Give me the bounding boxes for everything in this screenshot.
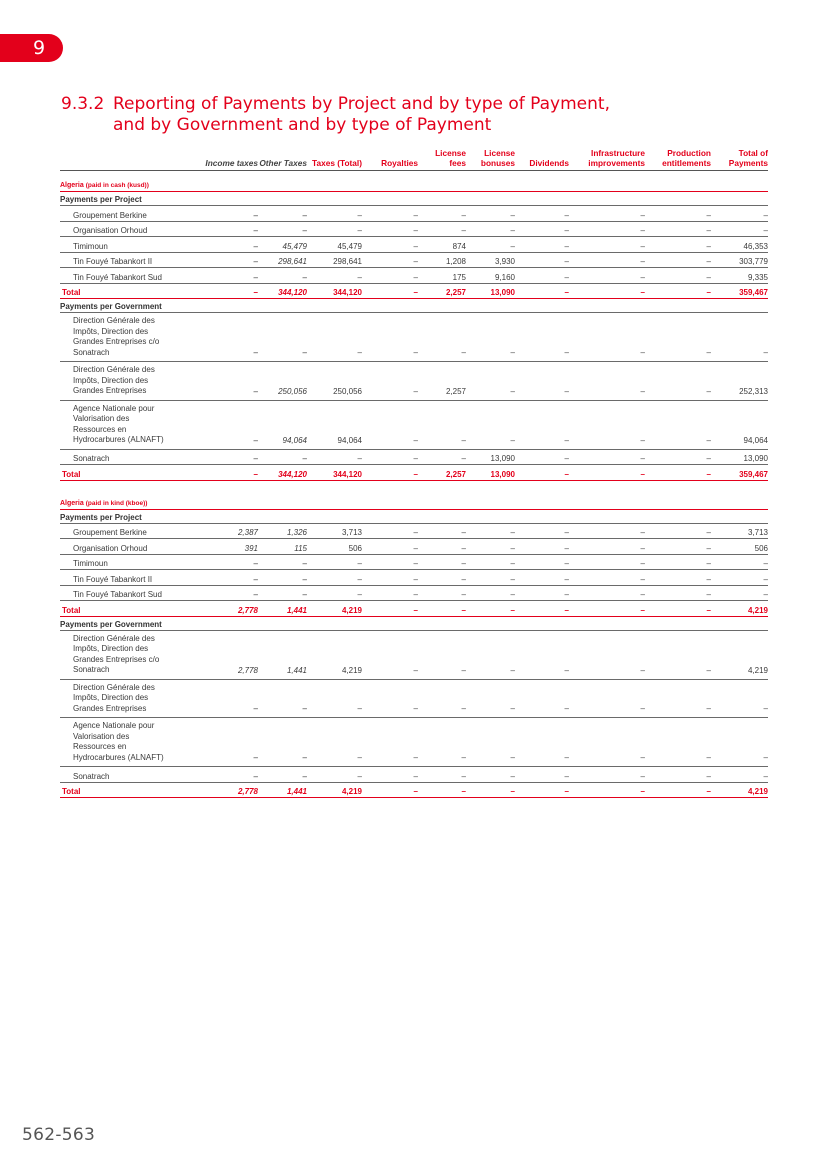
cell-value: 9,160 — [466, 268, 515, 284]
cell-value: 2,778 — [202, 782, 258, 798]
cell-value: – — [645, 252, 711, 268]
group-header-government — [60, 616, 768, 630]
cell-value: – — [307, 268, 362, 284]
cell-value: – — [645, 283, 711, 299]
cell-value: 4,219 — [711, 630, 768, 679]
cell-value: 3,930 — [466, 252, 515, 268]
cell-value: – — [202, 465, 258, 481]
cell-value: – — [418, 449, 466, 465]
cell-value: – — [418, 206, 466, 222]
cell-value: – — [418, 585, 466, 601]
cell-value: 115 — [258, 539, 307, 555]
cell-value: – — [202, 206, 258, 222]
cell-value: – — [515, 449, 569, 465]
section-heading — [60, 171, 768, 192]
cell-value: – — [418, 601, 466, 617]
section-spacer — [60, 480, 768, 489]
table-row — [60, 313, 768, 362]
cell-value: – — [418, 400, 466, 449]
cell-value: 344,120 — [258, 283, 307, 299]
table-row — [60, 449, 768, 465]
cell-value: – — [515, 313, 569, 362]
group-header-project — [60, 192, 768, 206]
row-label: Timimoun — [60, 237, 202, 253]
cell-value: 3,713 — [307, 523, 362, 539]
cell-value: – — [569, 449, 645, 465]
cell-value: 2,257 — [418, 465, 466, 481]
cell-value: – — [569, 539, 645, 555]
cell-value: – — [362, 718, 418, 767]
table-row — [60, 252, 768, 268]
cell-value: – — [645, 237, 711, 253]
cell-value: – — [418, 718, 466, 767]
cell-value: – — [569, 718, 645, 767]
cell-value: – — [645, 268, 711, 284]
cell-value: – — [202, 362, 258, 401]
cell-value: – — [645, 539, 711, 555]
cell-value: – — [645, 630, 711, 679]
cell-value: – — [258, 206, 307, 222]
cell-value: – — [569, 283, 645, 299]
cell-value: – — [362, 767, 418, 783]
cell-value: – — [307, 554, 362, 570]
cell-value: – — [645, 718, 711, 767]
cell-value: 2,257 — [418, 362, 466, 401]
cell-value: 298,641 — [307, 252, 362, 268]
row-label: Total — [60, 283, 202, 299]
cell-value: – — [362, 630, 418, 679]
cell-value: 2,778 — [202, 601, 258, 617]
cell-value: – — [569, 400, 645, 449]
row-label: Groupement Berkine — [60, 206, 202, 222]
cell-value: – — [466, 782, 515, 798]
cell-value: – — [569, 252, 645, 268]
cell-value: – — [418, 221, 466, 237]
group-header-government-text: Payments per Government — [60, 619, 162, 629]
cell-value: – — [711, 767, 768, 783]
cell-value: – — [645, 449, 711, 465]
table-row — [60, 362, 768, 401]
cell-value: – — [362, 782, 418, 798]
cell-value: – — [258, 554, 307, 570]
cell-value: – — [515, 718, 569, 767]
cell-value: – — [202, 283, 258, 299]
cell-value: 13,090 — [711, 449, 768, 465]
cell-value: 344,120 — [307, 283, 362, 299]
table-row — [60, 400, 768, 449]
row-label: Direction Générale des Impôts, Direction des Grandes Entreprises — [60, 362, 202, 401]
cell-value: – — [466, 554, 515, 570]
cell-value: – — [362, 206, 418, 222]
cell-value: – — [202, 268, 258, 284]
cell-value: 45,479 — [258, 237, 307, 253]
chapter-tab — [0, 34, 63, 62]
table-row — [60, 767, 768, 783]
cell-value: – — [362, 252, 418, 268]
cell-value: – — [466, 313, 515, 362]
cell-value: – — [202, 570, 258, 586]
cell-value: – — [258, 313, 307, 362]
cell-value: – — [202, 585, 258, 601]
row-label: Direction Générale des Impôts, Direction des Grandes Entreprises c/o Sonatrach — [60, 313, 202, 362]
cell-value: – — [307, 718, 362, 767]
col-income-taxes: Income taxes — [202, 148, 258, 171]
cell-value: 359,467 — [711, 465, 768, 481]
row-label: Tin Fouyé Tabankort II — [60, 252, 202, 268]
cell-value: – — [258, 718, 307, 767]
cell-value: 13,090 — [466, 449, 515, 465]
row-label: Agence Nationale pour Valorisation des Ressources en Hydrocarbures (ALNAFT) — [60, 718, 202, 767]
cell-value: – — [258, 767, 307, 783]
section-title-line1: Reporting of Payments by Project and by type of Payment, — [113, 94, 610, 114]
cell-value: – — [711, 554, 768, 570]
cell-value: – — [711, 313, 768, 362]
cell-value: – — [202, 679, 258, 718]
cell-value: – — [307, 206, 362, 222]
cell-value: – — [466, 679, 515, 718]
col-taxes-total: Taxes (Total) — [307, 148, 362, 171]
cell-value: – — [362, 221, 418, 237]
row-label: Tin Fouyé Tabankort II — [60, 570, 202, 586]
cell-value: – — [515, 679, 569, 718]
cell-value: – — [569, 206, 645, 222]
cell-value: – — [362, 570, 418, 586]
cell-value: – — [466, 718, 515, 767]
row-label: Total — [60, 601, 202, 617]
cell-value: – — [569, 679, 645, 718]
total-row — [60, 283, 768, 299]
cell-value: – — [418, 767, 466, 783]
cell-value: – — [645, 465, 711, 481]
cell-value: – — [515, 362, 569, 401]
cell-value: 2,387 — [202, 523, 258, 539]
cell-value: 9,335 — [711, 268, 768, 284]
section-heading-subtitle: (paid in kind (kboe)) — [85, 499, 148, 507]
total-row — [60, 465, 768, 481]
cell-value: – — [418, 570, 466, 586]
cell-value: – — [645, 523, 711, 539]
cell-value: 2,257 — [418, 283, 466, 299]
cell-value: – — [645, 767, 711, 783]
cell-value: – — [202, 221, 258, 237]
cell-value: – — [466, 523, 515, 539]
cell-value: – — [362, 400, 418, 449]
section-title-line2: and by Government and by type of Payment — [113, 115, 492, 135]
table-row — [60, 221, 768, 237]
page-numbers: 562-563 — [22, 1125, 96, 1145]
cell-value: – — [418, 539, 466, 555]
table-row — [60, 523, 768, 539]
cell-value: – — [515, 585, 569, 601]
label-column-header — [60, 148, 202, 171]
chapter-number: 9 — [33, 37, 46, 59]
col-production: Production entitlements — [645, 148, 711, 171]
cell-value: – — [362, 523, 418, 539]
cell-value: – — [569, 601, 645, 617]
cell-value: – — [569, 554, 645, 570]
cell-value: – — [569, 221, 645, 237]
col-infrastructure: Infrastructure improvements — [569, 148, 645, 171]
cell-value: 94,064 — [711, 400, 768, 449]
cell-value: 252,313 — [711, 362, 768, 401]
cell-value: – — [202, 313, 258, 362]
cell-value: 175 — [418, 268, 466, 284]
row-label: Total — [60, 782, 202, 798]
cell-value: 3,713 — [711, 523, 768, 539]
cell-value: – — [418, 782, 466, 798]
table-row — [60, 554, 768, 570]
row-label: Total — [60, 465, 202, 481]
cell-value: 94,064 — [258, 400, 307, 449]
cell-value: 4,219 — [307, 630, 362, 679]
cell-value: 1,326 — [258, 523, 307, 539]
cell-value: – — [466, 237, 515, 253]
row-label: Sonatrach — [60, 449, 202, 465]
cell-value: – — [202, 400, 258, 449]
cell-value: – — [258, 679, 307, 718]
row-label: Timimoun — [60, 554, 202, 570]
cell-value: – — [645, 554, 711, 570]
payments-table — [60, 148, 768, 798]
cell-value: 94,064 — [307, 400, 362, 449]
cell-value: 250,056 — [258, 362, 307, 401]
row-label: Groupement Berkine — [60, 523, 202, 539]
col-total-payments: Total of Payments — [711, 148, 768, 171]
cell-value: – — [515, 630, 569, 679]
cell-value: – — [362, 539, 418, 555]
cell-value: – — [569, 268, 645, 284]
cell-value: – — [711, 585, 768, 601]
cell-value: – — [711, 570, 768, 586]
cell-value: – — [645, 782, 711, 798]
cell-value: – — [362, 449, 418, 465]
cell-value: – — [515, 554, 569, 570]
cell-value: – — [466, 630, 515, 679]
cell-value: – — [711, 221, 768, 237]
cell-value: – — [569, 767, 645, 783]
row-label: Direction Générale des Impôts, Direction des Grandes Entreprises c/o Sonatrach — [60, 630, 202, 679]
cell-value: – — [362, 362, 418, 401]
section-heading-text: Algeria — [60, 499, 86, 507]
cell-value: 506 — [711, 539, 768, 555]
group-header-government-text: Payments per Government — [60, 302, 162, 311]
cell-value: – — [258, 449, 307, 465]
cell-value: 303,779 — [711, 252, 768, 268]
cell-value: – — [569, 570, 645, 586]
cell-value: – — [711, 206, 768, 222]
cell-value: 344,120 — [307, 465, 362, 481]
row-label: Agence Nationale pour Valorisation des Ressources en Hydrocarbures (ALNAFT) — [60, 400, 202, 449]
cell-value: – — [258, 268, 307, 284]
total-row — [60, 601, 768, 617]
cell-value: – — [362, 554, 418, 570]
col-other-taxes: Other Taxes — [258, 148, 307, 171]
cell-value: – — [645, 313, 711, 362]
cell-value: – — [202, 237, 258, 253]
cell-value: – — [307, 313, 362, 362]
cell-value: – — [202, 449, 258, 465]
section-heading — [60, 489, 768, 510]
cell-value: – — [418, 679, 466, 718]
cell-value: – — [569, 313, 645, 362]
cell-value: – — [362, 268, 418, 284]
cell-value: – — [466, 601, 515, 617]
cell-value: – — [466, 539, 515, 555]
col-royalties: Royalties — [362, 148, 418, 171]
cell-value: – — [307, 449, 362, 465]
row-label: Organisation Orhoud — [60, 221, 202, 237]
cell-value: – — [466, 221, 515, 237]
cell-value: – — [569, 465, 645, 481]
cell-value: – — [362, 585, 418, 601]
col-license-bonuses: License bonuses — [466, 148, 515, 171]
cell-value: – — [515, 767, 569, 783]
cell-value: – — [307, 570, 362, 586]
cell-value: – — [258, 221, 307, 237]
cell-value: – — [202, 252, 258, 268]
cell-value: – — [515, 570, 569, 586]
cell-value: – — [307, 679, 362, 718]
section-heading-subtitle: (paid in cash (kusd)) — [85, 182, 149, 189]
cell-value: 13,090 — [466, 465, 515, 481]
cell-value: – — [645, 601, 711, 617]
cell-value: – — [569, 585, 645, 601]
row-label: Tin Fouyé Tabankort Sud — [60, 585, 202, 601]
cell-value: – — [645, 679, 711, 718]
cell-value: – — [645, 206, 711, 222]
cell-value: – — [307, 221, 362, 237]
cell-value: 2,778 — [202, 630, 258, 679]
cell-value: – — [711, 679, 768, 718]
total-row — [60, 782, 768, 798]
cell-value: – — [362, 465, 418, 481]
table-row — [60, 206, 768, 222]
cell-value: – — [466, 400, 515, 449]
cell-value: – — [362, 237, 418, 253]
cell-value: 4,219 — [711, 782, 768, 798]
cell-value: – — [362, 601, 418, 617]
cell-value: – — [418, 313, 466, 362]
cell-value: – — [515, 237, 569, 253]
cell-value: – — [515, 283, 569, 299]
table-row — [60, 570, 768, 586]
cell-value: – — [645, 400, 711, 449]
cell-value: – — [515, 252, 569, 268]
cell-value: – — [418, 523, 466, 539]
cell-value: 4,219 — [711, 601, 768, 617]
cell-value: – — [515, 221, 569, 237]
cell-value: – — [362, 679, 418, 718]
cell-value: – — [569, 362, 645, 401]
table-row — [60, 718, 768, 767]
cell-value: – — [569, 630, 645, 679]
cell-value: – — [515, 782, 569, 798]
cell-value: – — [418, 630, 466, 679]
cell-value: – — [569, 237, 645, 253]
table-row — [60, 237, 768, 253]
cell-value: – — [569, 782, 645, 798]
row-label: Sonatrach — [60, 767, 202, 783]
cell-value: – — [202, 767, 258, 783]
cell-value: 359,467 — [711, 283, 768, 299]
cell-value: – — [362, 313, 418, 362]
cell-value: – — [466, 767, 515, 783]
cell-value: – — [515, 206, 569, 222]
group-header-project — [60, 509, 768, 523]
section-title — [61, 94, 661, 136]
cell-value: – — [645, 585, 711, 601]
cell-value: 298,641 — [258, 252, 307, 268]
cell-value: – — [466, 585, 515, 601]
row-label: Direction Générale des Impôts, Direction des Grandes Entreprises — [60, 679, 202, 718]
cell-value: – — [418, 554, 466, 570]
cell-value: 391 — [202, 539, 258, 555]
cell-value: 46,353 — [711, 237, 768, 253]
table-row — [60, 268, 768, 284]
row-label: Organisation Orhoud — [60, 539, 202, 555]
table-row — [60, 630, 768, 679]
cell-value: – — [307, 585, 362, 601]
cell-value: – — [466, 570, 515, 586]
col-dividends: Dividends — [515, 148, 569, 171]
table-row — [60, 679, 768, 718]
cell-value: – — [569, 523, 645, 539]
cell-value: – — [307, 767, 362, 783]
cell-value: – — [645, 221, 711, 237]
cell-value: – — [202, 554, 258, 570]
cell-value: 1,441 — [258, 601, 307, 617]
cell-value: 506 — [307, 539, 362, 555]
section-heading-text: Algeria — [60, 182, 86, 189]
col-license-fees: License fees — [418, 148, 466, 171]
cell-value: – — [515, 523, 569, 539]
cell-value: – — [515, 465, 569, 481]
cell-value: 874 — [418, 237, 466, 253]
column-header-row — [60, 148, 768, 171]
table-row — [60, 539, 768, 555]
group-header-project-text: Payments per Project — [60, 512, 142, 522]
cell-value: – — [466, 362, 515, 401]
cell-value: – — [258, 570, 307, 586]
cell-value: – — [515, 539, 569, 555]
cell-value: – — [645, 570, 711, 586]
cell-value: – — [258, 585, 307, 601]
group-header-government — [60, 299, 768, 313]
cell-value: 1,208 — [418, 252, 466, 268]
cell-value: 1,441 — [258, 782, 307, 798]
cell-value: – — [202, 718, 258, 767]
cell-value: – — [515, 400, 569, 449]
cell-value: 45,479 — [307, 237, 362, 253]
group-header-project-text: Payments per Project — [60, 195, 142, 204]
cell-value: 250,056 — [307, 362, 362, 401]
cell-value: – — [515, 601, 569, 617]
cell-value: 344,120 — [258, 465, 307, 481]
cell-value: – — [711, 718, 768, 767]
cell-value: 1,441 — [258, 630, 307, 679]
cell-value: – — [515, 268, 569, 284]
cell-value: 13,090 — [466, 283, 515, 299]
table-row — [60, 585, 768, 601]
cell-value: 4,219 — [307, 782, 362, 798]
row-label: Tin Fouyé Tabankort Sud — [60, 268, 202, 284]
cell-value: – — [466, 206, 515, 222]
cell-value: – — [645, 362, 711, 401]
cell-value: 4,219 — [307, 601, 362, 617]
section-number: 9.3.2 — [61, 94, 105, 114]
cell-value: – — [362, 283, 418, 299]
